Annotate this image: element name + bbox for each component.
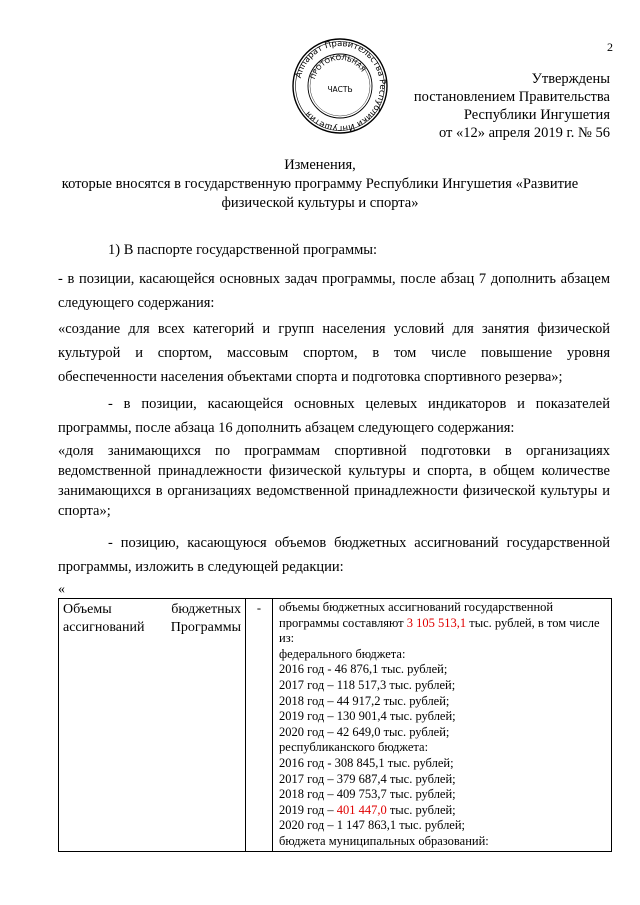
table-content-cell <box>273 599 612 852</box>
republic-2017: 2017 год – 379 687,4 тыс. рублей; <box>279 771 456 786</box>
approval-line-3: Республики Ингушетия <box>463 107 610 123</box>
approval-block <box>350 70 610 142</box>
svg-text:Аппарат Правительства Республи: Аппарат Правительства Республики Ингушетия <box>293 38 388 134</box>
federal-header: федерального бюджета: <box>279 646 406 661</box>
table-label-cell <box>59 599 246 852</box>
republic-2020: 2020 год – 1 147 863,1 тыс. рублей; <box>279 818 466 833</box>
paragraph-tasks: - в позиции, касающейся основных задач программы, после абзац 7 дополнить абзацем следующего содержания: <box>58 271 610 311</box>
approval-line-4: от «12» апреля 2019 г. № 56 <box>438 125 610 141</box>
republic-2019-suffix: тыс. рублей; <box>386 802 456 817</box>
title-line-1: Изменения, <box>284 157 356 173</box>
republic-2016: 2016 год - 308 845,1 тыс. рублей; <box>279 755 454 770</box>
table-label: Объемы бюджетных ассигнований Программы <box>63 602 241 635</box>
paragraph-indicators: - в позиции, касающейся основных целевых индикаторов и показателей программы, после абзаца 16 дополнить абзацем следующего содержания: <box>58 396 610 436</box>
budget-table <box>58 598 612 852</box>
federal-2020: 2020 год – 42 649,0 тыс. рублей; <box>279 724 450 739</box>
republic-2019 <box>279 803 605 819</box>
svg-text:ЧАСТЬ: ЧАСТЬ <box>327 85 353 94</box>
federal-2016: 2016 год - 46 876,1 тыс. рублей; <box>279 662 448 677</box>
republic-2019-value: 401 447,0 <box>336 802 387 817</box>
approval-line-2: постановлением Правительства <box>413 89 610 105</box>
republic-2019-prefix: 2019 год – <box>279 802 337 817</box>
budget-intro-suffix: тыс. рублей, в том числе из: <box>279 615 600 646</box>
svg-text:ПРОТОКОЛЬНАЯ: ПРОТОКОЛЬНАЯ <box>309 53 367 81</box>
federal-2017: 2017 год – 118 517,3 тыс. рублей; <box>279 677 456 692</box>
budget-intro-text: объемы бюджетных ассигнований государственной программы составляют <box>279 600 554 630</box>
title-line-2: которые вносятся в государственную программу Республики Ингушетия «Развитие <box>61 176 579 192</box>
paragraph-tasks-quote: «создание для всех категорий и групп населения условий для занятия физической культурой и спортом, массовым спортом, в том числе повышение уровня обеспеченности населения объектами спорта и подготовка спортивного резерва»; <box>58 321 610 385</box>
paragraph-budget: - позицию, касающуюся объемов бюджетных ассигнований государственной программы, изложить в следующей редакции: <box>58 535 610 575</box>
title-line-3: физической культуры и спорта» <box>221 195 419 211</box>
municipal-header: бюджета муниципальных образований: <box>279 833 489 848</box>
federal-2018: 2018 год – 44 917,2 тыс. рублей; <box>279 693 450 708</box>
federal-2019: 2019 год – 130 901,4 тыс. рублей; <box>279 709 456 724</box>
document-title <box>40 156 600 213</box>
table-row <box>59 599 612 852</box>
table-dash-cell: - <box>246 599 273 852</box>
item-1-heading: 1) В паспорте государственной программы: <box>108 242 378 258</box>
republic-2018: 2018 год – 409 753,7 тыс. рублей; <box>279 787 456 802</box>
quote-open: « <box>58 582 65 597</box>
budget-intro <box>279 600 600 645</box>
republic-header: республиканского бюджета: <box>279 740 429 755</box>
approval-line-1: Утверждены <box>531 71 610 87</box>
budget-total: 3 105 513,1 <box>406 615 467 630</box>
page-number: 2 <box>607 40 613 54</box>
paragraph-indicators-quote: «доля занимающихся по программам спортивной подготовки в организациях ведомственной принадлежности физической культуры и спорта, в общем количестве занимающихся в организациях ведомственной принадлежности физической культуры и спорта»; <box>58 443 610 519</box>
